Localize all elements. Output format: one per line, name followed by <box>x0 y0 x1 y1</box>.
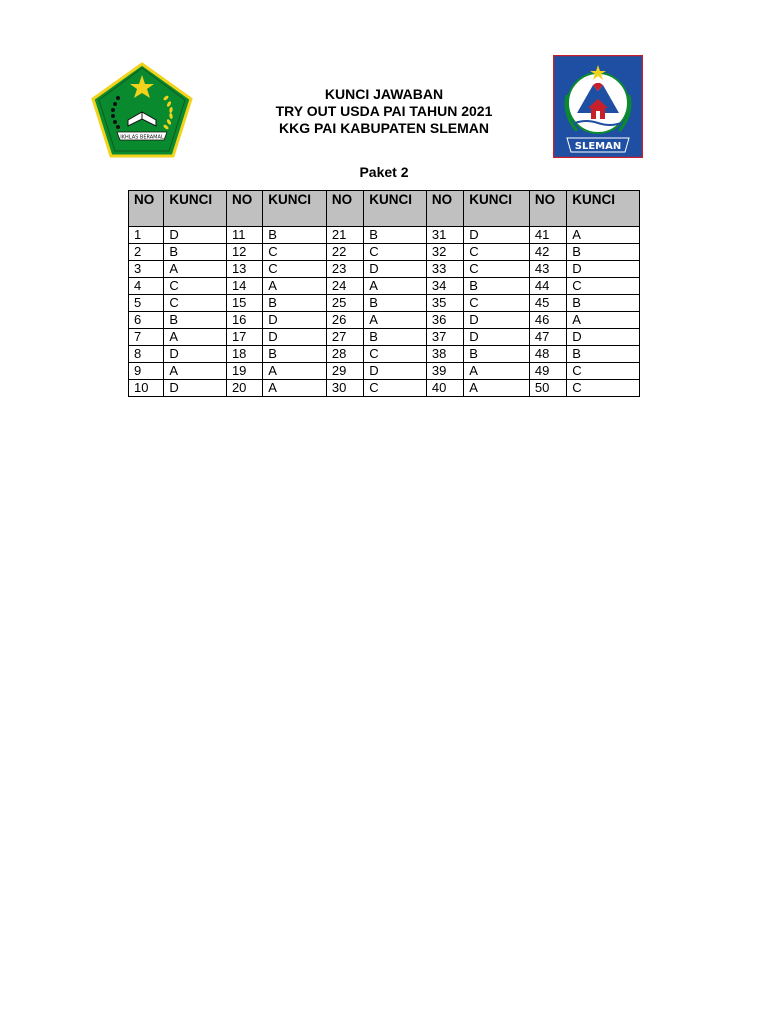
question-number-cell: 16 <box>226 312 262 329</box>
answer-key-cell: C <box>164 295 227 312</box>
answer-key-cell: D <box>164 380 227 397</box>
answer-key-cell: A <box>464 363 530 380</box>
answer-key-cell: C <box>464 295 530 312</box>
question-number-cell: 24 <box>326 278 363 295</box>
question-number-cell: 15 <box>226 295 262 312</box>
question-number-cell: 2 <box>129 244 164 261</box>
sleman-banner-text: SLEMAN <box>574 141 622 152</box>
answer-key-cell: B <box>567 346 640 363</box>
question-number-cell: 21 <box>326 227 363 244</box>
question-number-cell: 31 <box>426 227 463 244</box>
answer-key-cell: A <box>263 278 327 295</box>
answer-key-cell: D <box>164 227 227 244</box>
table-row <box>129 261 640 278</box>
question-number-cell: 25 <box>326 295 363 312</box>
question-number-cell: 39 <box>426 363 463 380</box>
table-body <box>129 227 640 397</box>
question-number-cell: 29 <box>326 363 363 380</box>
header-cell-no: NO <box>226 191 262 227</box>
answer-key-cell: C <box>164 278 227 295</box>
question-number-cell: 14 <box>226 278 262 295</box>
answer-key-cell: D <box>464 227 530 244</box>
answer-key-cell: B <box>164 244 227 261</box>
answer-key-cell: B <box>567 295 640 312</box>
table-row <box>129 278 640 295</box>
document-header <box>200 86 568 137</box>
answer-key-cell: D <box>263 329 327 346</box>
question-number-cell: 26 <box>326 312 363 329</box>
header-cell-kunci: KUNCI <box>263 191 327 227</box>
header-cell-kunci: KUNCI <box>364 191 427 227</box>
answer-key-cell: B <box>364 227 427 244</box>
table-row <box>129 329 640 346</box>
answer-key-cell: B <box>364 329 427 346</box>
answer-key-cell: D <box>464 312 530 329</box>
answer-key-cell: A <box>364 278 427 295</box>
table-header-row <box>129 191 640 227</box>
question-number-cell: 43 <box>529 261 566 278</box>
answer-key-cell: B <box>464 346 530 363</box>
answer-key-cell: C <box>263 244 327 261</box>
answer-key-cell: D <box>567 329 640 346</box>
answer-key-cell: A <box>164 261 227 278</box>
answer-key-cell: A <box>263 363 327 380</box>
question-number-cell: 3 <box>129 261 164 278</box>
question-number-cell: 34 <box>426 278 463 295</box>
answer-key-cell: B <box>464 278 530 295</box>
question-number-cell: 49 <box>529 363 566 380</box>
question-number-cell: 23 <box>326 261 363 278</box>
table-row <box>129 227 640 244</box>
question-number-cell: 4 <box>129 278 164 295</box>
sleman-logo <box>553 55 643 158</box>
question-number-cell: 36 <box>426 312 463 329</box>
question-number-cell: 44 <box>529 278 566 295</box>
answer-key-cell: D <box>567 261 640 278</box>
package-label: Paket 2 <box>359 164 409 180</box>
question-number-cell: 1 <box>129 227 164 244</box>
table-row <box>129 380 640 397</box>
table-row <box>129 244 640 261</box>
answer-key-cell: A <box>364 312 427 329</box>
answer-key-cell: B <box>263 346 327 363</box>
answer-key-cell: C <box>567 363 640 380</box>
question-number-cell: 6 <box>129 312 164 329</box>
answer-key-cell: A <box>567 227 640 244</box>
question-number-cell: 38 <box>426 346 463 363</box>
question-number-cell: 9 <box>129 363 164 380</box>
question-number-cell: 42 <box>529 244 566 261</box>
answer-key-cell: D <box>364 363 427 380</box>
question-number-cell: 30 <box>326 380 363 397</box>
question-number-cell: 50 <box>529 380 566 397</box>
answer-key-cell: A <box>164 329 227 346</box>
answer-key-cell: C <box>464 244 530 261</box>
question-number-cell: 40 <box>426 380 463 397</box>
answer-key-cell: C <box>567 380 640 397</box>
motto-text: IKHLAS BERAMAL <box>120 134 164 141</box>
question-number-cell: 32 <box>426 244 463 261</box>
answer-key-cell: C <box>364 346 427 363</box>
table-row <box>129 346 640 363</box>
question-number-cell: 5 <box>129 295 164 312</box>
question-number-cell: 47 <box>529 329 566 346</box>
answer-key-cell: B <box>164 312 227 329</box>
answer-key-cell: A <box>567 312 640 329</box>
answer-key-cell: C <box>263 261 327 278</box>
answer-key-cell: C <box>364 244 427 261</box>
header-event: TRY OUT USDA PAI TAHUN 2021 <box>275 103 493 119</box>
question-number-cell: 13 <box>226 261 262 278</box>
question-number-cell: 7 <box>129 329 164 346</box>
question-number-cell: 45 <box>529 295 566 312</box>
answer-key-cell: B <box>364 295 427 312</box>
answer-key-cell: C <box>567 278 640 295</box>
header-cell-no: NO <box>129 191 164 227</box>
question-number-cell: 28 <box>326 346 363 363</box>
question-number-cell: 27 <box>326 329 363 346</box>
header-title: KUNCI JAWABAN <box>324 86 444 102</box>
table-row <box>129 363 640 380</box>
header-cell-kunci: KUNCI <box>464 191 530 227</box>
question-number-cell: 41 <box>529 227 566 244</box>
table-row <box>129 312 640 329</box>
answer-key-cell: B <box>263 227 327 244</box>
question-number-cell: 10 <box>129 380 164 397</box>
question-number-cell: 48 <box>529 346 566 363</box>
answer-key-cell: B <box>567 244 640 261</box>
answer-key-table <box>128 190 640 397</box>
answer-key-cell: D <box>164 346 227 363</box>
question-number-cell: 35 <box>426 295 463 312</box>
question-number-cell: 33 <box>426 261 463 278</box>
question-number-cell: 8 <box>129 346 164 363</box>
answer-key-cell: A <box>164 363 227 380</box>
header-cell-no: NO <box>326 191 363 227</box>
header-cell-no: NO <box>426 191 463 227</box>
question-number-cell: 17 <box>226 329 262 346</box>
answer-key-cell: C <box>364 380 427 397</box>
question-number-cell: 19 <box>226 363 262 380</box>
answer-key-cell: C <box>464 261 530 278</box>
question-number-cell: 20 <box>226 380 262 397</box>
header-cell-kunci: KUNCI <box>164 191 227 227</box>
question-number-cell: 22 <box>326 244 363 261</box>
header-cell-kunci: KUNCI <box>567 191 640 227</box>
answer-key-cell: D <box>263 312 327 329</box>
question-number-cell: 37 <box>426 329 463 346</box>
kemenag-logo <box>91 62 193 158</box>
question-number-cell: 12 <box>226 244 262 261</box>
table-row <box>129 295 640 312</box>
answer-key-cell: B <box>263 295 327 312</box>
answer-key-cell: D <box>364 261 427 278</box>
answer-key-cell: D <box>464 329 530 346</box>
header-organizer: KKG PAI KABUPATEN SLEMAN <box>279 120 489 136</box>
header-cell-no: NO <box>529 191 566 227</box>
question-number-cell: 11 <box>226 227 262 244</box>
answer-key-cell: A <box>464 380 530 397</box>
question-number-cell: 18 <box>226 346 262 363</box>
answer-key-cell: A <box>263 380 327 397</box>
question-number-cell: 46 <box>529 312 566 329</box>
